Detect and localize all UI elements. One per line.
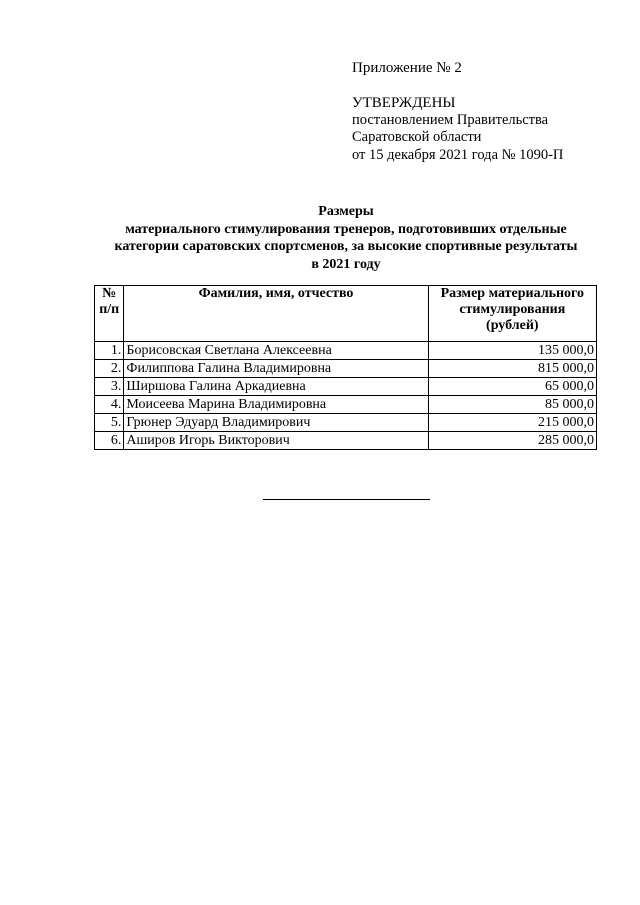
row-amount: 85 000,0 (428, 396, 596, 414)
header-amount-line-2: стимулирования (459, 302, 566, 317)
row-full-name: Ширшова Галина Аркадиевна (124, 378, 428, 396)
header-number-line-2: п/п (99, 302, 120, 317)
row-number: 3. (95, 378, 124, 396)
header-amount-line-3: (рублей) (486, 318, 539, 333)
row-full-name: Филиппова Галина Владимировна (124, 360, 428, 378)
row-number: 2. (95, 360, 124, 378)
table-row (95, 378, 597, 396)
table-row (95, 432, 597, 450)
approval-line-2: Саратовской области (352, 129, 482, 145)
row-full-name: Моисеева Марина Владимировна (124, 396, 428, 414)
table-row (95, 414, 597, 432)
rewards-table (94, 285, 597, 450)
header-number (95, 286, 124, 342)
row-number: 5. (95, 414, 124, 432)
approval-block (352, 60, 622, 164)
row-amount: 815 000,0 (428, 360, 596, 378)
row-number: 1. (95, 342, 124, 360)
table-row (95, 342, 597, 360)
row-full-name: Грюнер Эдуард Владимирович (124, 414, 428, 432)
header-full-name: Фамилия, имя, отчество (124, 286, 428, 342)
row-amount: 285 000,0 (428, 432, 596, 450)
title-line-3: категории саратовских спортсменов, за высокие спортивные результаты (114, 239, 578, 254)
row-amount: 215 000,0 (428, 414, 596, 432)
table-row (95, 360, 597, 378)
header-number-line-1: № (102, 286, 117, 301)
appendix-label: Приложение № 2 (352, 60, 462, 76)
header-amount-line-1: Размер материального (440, 286, 585, 301)
approved-label: УТВЕРЖДЕНЫ (352, 94, 456, 111)
closing-divider (263, 499, 430, 500)
table-header-row (95, 286, 597, 342)
row-full-name: Аширов Игорь Викторович (124, 432, 428, 450)
row-amount: 65 000,0 (428, 378, 596, 396)
title-line-4: в 2021 году (311, 256, 381, 272)
row-number: 4. (95, 396, 124, 414)
approval-line-1: постановлением Правительства (352, 111, 549, 128)
title-line-1: Размеры (318, 204, 374, 219)
row-full-name: Борисовская Светлана Алексеевна (124, 342, 428, 360)
approval-line-3: от 15 декабря 2021 года № 1090-П (352, 146, 564, 163)
row-amount: 135 000,0 (428, 342, 596, 360)
title-line-2: материального стимулирования тренеров, подготовивших отдельные (125, 221, 567, 237)
document-title (90, 203, 602, 273)
header-amount (428, 286, 596, 342)
row-number: 6. (95, 432, 124, 450)
table-row (95, 396, 597, 414)
